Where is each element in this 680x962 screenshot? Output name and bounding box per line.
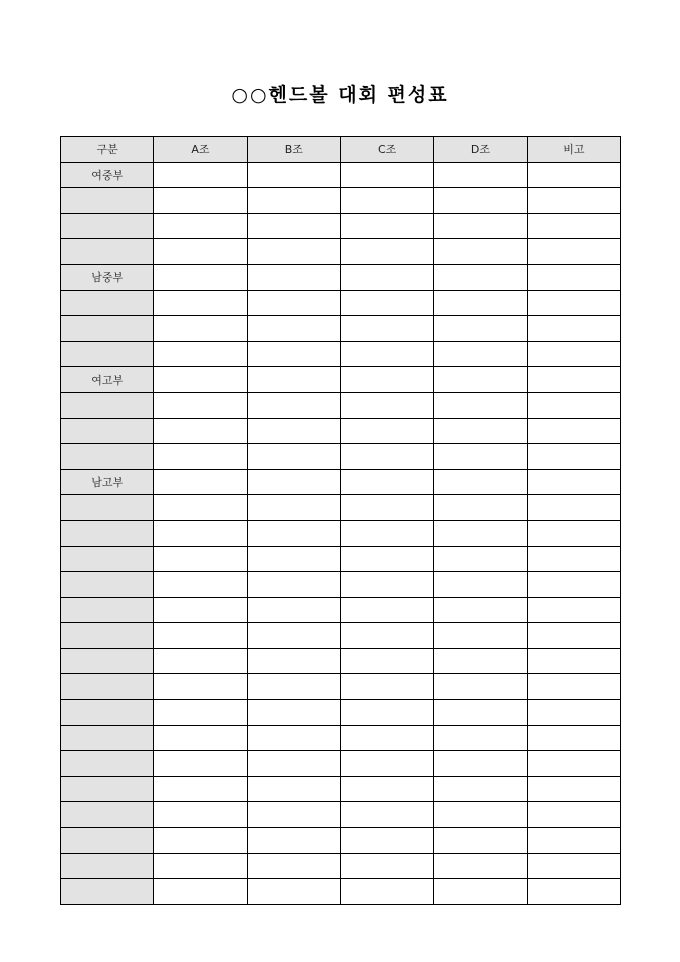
table-row [61,879,621,905]
entry-cell[interactable] [434,751,527,777]
column-header: 비고 [527,137,620,163]
entry-cell[interactable] [247,418,340,444]
entry-cell[interactable] [340,751,433,777]
table-row [61,546,621,572]
entry-cell[interactable] [154,597,247,623]
table-row [61,392,621,418]
entry-cell[interactable] [340,162,433,188]
entry-cell[interactable] [527,623,620,649]
entry-cell[interactable] [154,572,247,598]
entry-cell[interactable] [154,674,247,700]
entry-cell[interactable] [247,648,340,674]
entry-cell[interactable] [247,751,340,777]
entry-cell[interactable] [340,776,433,802]
entry-cell[interactable] [527,213,620,239]
entry-cell[interactable] [340,316,433,342]
entry-cell[interactable] [527,520,620,546]
category-cell: 남고부 [61,469,154,495]
category-cell [61,188,154,214]
category-cell [61,725,154,751]
entry-cell[interactable] [154,188,247,214]
entry-cell[interactable] [247,495,340,521]
table-row [61,469,621,495]
category-cell: 남중부 [61,264,154,290]
entry-cell[interactable] [434,469,527,495]
entry-cell[interactable] [340,341,433,367]
entry-cell[interactable] [340,853,433,879]
category-cell [61,444,154,470]
category-cell [61,495,154,521]
entry-cell[interactable] [527,392,620,418]
entry-cell[interactable] [247,853,340,879]
entry-cell[interactable] [527,264,620,290]
entry-cell[interactable] [527,290,620,316]
entry-cell[interactable] [434,853,527,879]
table-row [61,674,621,700]
entry-cell[interactable] [154,546,247,572]
table-row [61,264,621,290]
entry-cell[interactable] [154,213,247,239]
entry-cell[interactable] [527,853,620,879]
entry-cell[interactable] [154,776,247,802]
table-row [61,444,621,470]
column-header: A조 [154,137,247,163]
entry-cell[interactable] [247,213,340,239]
table-row [61,572,621,598]
entry-cell[interactable] [247,700,340,726]
entry-cell[interactable] [340,418,433,444]
entry-cell[interactable] [154,879,247,905]
entry-cell[interactable] [340,546,433,572]
entry-cell[interactable] [154,316,247,342]
table-row [61,828,621,854]
entry-cell[interactable] [527,700,620,726]
entry-cell[interactable] [527,776,620,802]
entry-cell[interactable] [154,162,247,188]
entry-cell[interactable] [247,264,340,290]
category-cell [61,700,154,726]
entry-cell[interactable] [527,751,620,777]
table-row [61,495,621,521]
entry-cell[interactable] [340,213,433,239]
table-row [61,290,621,316]
header-row [61,137,621,163]
category-cell [61,674,154,700]
table-row [61,597,621,623]
entry-cell[interactable] [434,341,527,367]
entry-cell[interactable] [154,700,247,726]
entry-cell[interactable] [434,648,527,674]
entry-cell[interactable] [434,316,527,342]
entry-cell[interactable] [154,469,247,495]
entry-cell[interactable] [154,418,247,444]
entry-cell[interactable] [527,495,620,521]
category-cell [61,290,154,316]
table-row [61,188,621,214]
column-header: C조 [340,137,433,163]
column-header: 구분 [61,137,154,163]
entry-cell[interactable] [154,341,247,367]
entry-cell[interactable] [340,572,433,598]
entry-cell[interactable] [247,392,340,418]
entry-cell[interactable] [247,623,340,649]
category-cell [61,341,154,367]
entry-cell[interactable] [154,290,247,316]
entry-cell[interactable] [434,674,527,700]
column-header: D조 [434,137,527,163]
table-row [61,367,621,393]
roster-table [60,136,621,905]
entry-cell[interactable] [340,444,433,470]
entry-cell[interactable] [527,597,620,623]
entry-cell[interactable] [340,367,433,393]
entry-cell[interactable] [527,341,620,367]
entry-cell[interactable] [434,162,527,188]
category-cell [61,776,154,802]
entry-cell[interactable] [434,213,527,239]
entry-cell[interactable] [247,572,340,598]
entry-cell[interactable] [340,188,433,214]
entry-cell[interactable] [340,648,433,674]
entry-cell[interactable] [434,367,527,393]
category-cell [61,572,154,598]
entry-cell[interactable] [247,674,340,700]
entry-cell[interactable] [340,520,433,546]
table-row [61,520,621,546]
table-row [61,316,621,342]
entry-cell[interactable] [434,444,527,470]
entry-cell[interactable] [434,700,527,726]
page-title: ○○헨드볼 대회 편성표 [231,84,449,106]
entry-cell[interactable] [434,520,527,546]
category-cell [61,239,154,265]
entry-cell[interactable] [527,546,620,572]
entry-cell[interactable] [340,469,433,495]
entry-cell[interactable] [247,546,340,572]
category-cell [61,751,154,777]
entry-cell[interactable] [527,879,620,905]
entry-cell[interactable] [154,853,247,879]
table-row [61,853,621,879]
category-cell [61,418,154,444]
entry-cell[interactable] [340,623,433,649]
entry-cell[interactable] [247,162,340,188]
table-row [61,725,621,751]
entry-cell[interactable] [154,802,247,828]
entry-cell[interactable] [154,239,247,265]
entry-cell[interactable] [154,264,247,290]
entry-cell[interactable] [247,290,340,316]
category-cell [61,392,154,418]
entry-cell[interactable] [527,828,620,854]
entry-cell[interactable] [434,879,527,905]
category-cell [61,520,154,546]
entry-cell[interactable] [247,188,340,214]
entry-cell[interactable] [434,623,527,649]
entry-cell[interactable] [340,725,433,751]
entry-cell[interactable] [340,700,433,726]
entry-cell[interactable] [154,520,247,546]
entry-cell[interactable] [247,802,340,828]
entry-cell[interactable] [434,392,527,418]
category-cell [61,623,154,649]
entry-cell[interactable] [247,776,340,802]
category-cell [61,879,154,905]
entry-cell[interactable] [154,623,247,649]
column-header: B조 [247,137,340,163]
entry-cell[interactable] [527,367,620,393]
entry-cell[interactable] [434,188,527,214]
entry-cell[interactable] [340,495,433,521]
entry-cell[interactable] [527,802,620,828]
entry-cell[interactable] [434,290,527,316]
entry-cell[interactable] [527,469,620,495]
entry-cell[interactable] [247,879,340,905]
table-row [61,341,621,367]
category-cell [61,597,154,623]
entry-cell[interactable] [434,802,527,828]
entry-cell[interactable] [154,751,247,777]
entry-cell[interactable] [434,572,527,598]
table-row [61,418,621,444]
entry-cell[interactable] [434,418,527,444]
entry-cell[interactable] [154,367,247,393]
entry-cell[interactable] [527,674,620,700]
entry-cell[interactable] [340,828,433,854]
entry-cell[interactable] [247,520,340,546]
category-cell [61,828,154,854]
entry-cell[interactable] [247,341,340,367]
category-cell: 여고부 [61,367,154,393]
category-cell [61,802,154,828]
entry-cell[interactable] [434,725,527,751]
table-row [61,802,621,828]
entry-cell[interactable] [247,367,340,393]
entry-cell[interactable] [340,802,433,828]
entry-cell[interactable] [527,725,620,751]
entry-cell[interactable] [434,776,527,802]
category-cell [61,546,154,572]
entry-cell[interactable] [434,495,527,521]
entry-cell[interactable] [247,597,340,623]
entry-cell[interactable] [434,597,527,623]
entry-cell[interactable] [154,828,247,854]
entry-cell[interactable] [247,725,340,751]
entry-cell[interactable] [247,469,340,495]
entry-cell[interactable] [527,188,620,214]
entry-cell[interactable] [434,828,527,854]
category-cell: 여중부 [61,162,154,188]
table-row [61,648,621,674]
entry-cell[interactable] [340,674,433,700]
entry-cell[interactable] [340,597,433,623]
entry-cell[interactable] [340,264,433,290]
table-row [61,623,621,649]
entry-cell[interactable] [340,879,433,905]
entry-cell[interactable] [527,648,620,674]
table-row [61,213,621,239]
entry-cell[interactable] [247,316,340,342]
entry-cell[interactable] [340,290,433,316]
entry-cell[interactable] [154,648,247,674]
entry-cell[interactable] [154,725,247,751]
entry-cell[interactable] [527,162,620,188]
entry-cell[interactable] [434,264,527,290]
entry-cell[interactable] [247,828,340,854]
entry-cell[interactable] [434,239,527,265]
entry-cell[interactable] [527,572,620,598]
table-row [61,751,621,777]
category-cell [61,648,154,674]
entry-cell[interactable] [154,495,247,521]
entry-cell[interactable] [527,418,620,444]
entry-cell[interactable] [154,392,247,418]
entry-cell[interactable] [247,444,340,470]
category-cell [61,316,154,342]
category-cell [61,853,154,879]
entry-cell[interactable] [434,546,527,572]
entry-cell[interactable] [527,239,620,265]
entry-cell[interactable] [340,239,433,265]
table-row [61,239,621,265]
table-row [61,700,621,726]
entry-cell[interactable] [154,444,247,470]
entry-cell[interactable] [527,444,620,470]
category-cell [61,213,154,239]
entry-cell[interactable] [247,239,340,265]
entry-cell[interactable] [527,316,620,342]
table-row [61,776,621,802]
entry-cell[interactable] [340,392,433,418]
table-row [61,162,621,188]
